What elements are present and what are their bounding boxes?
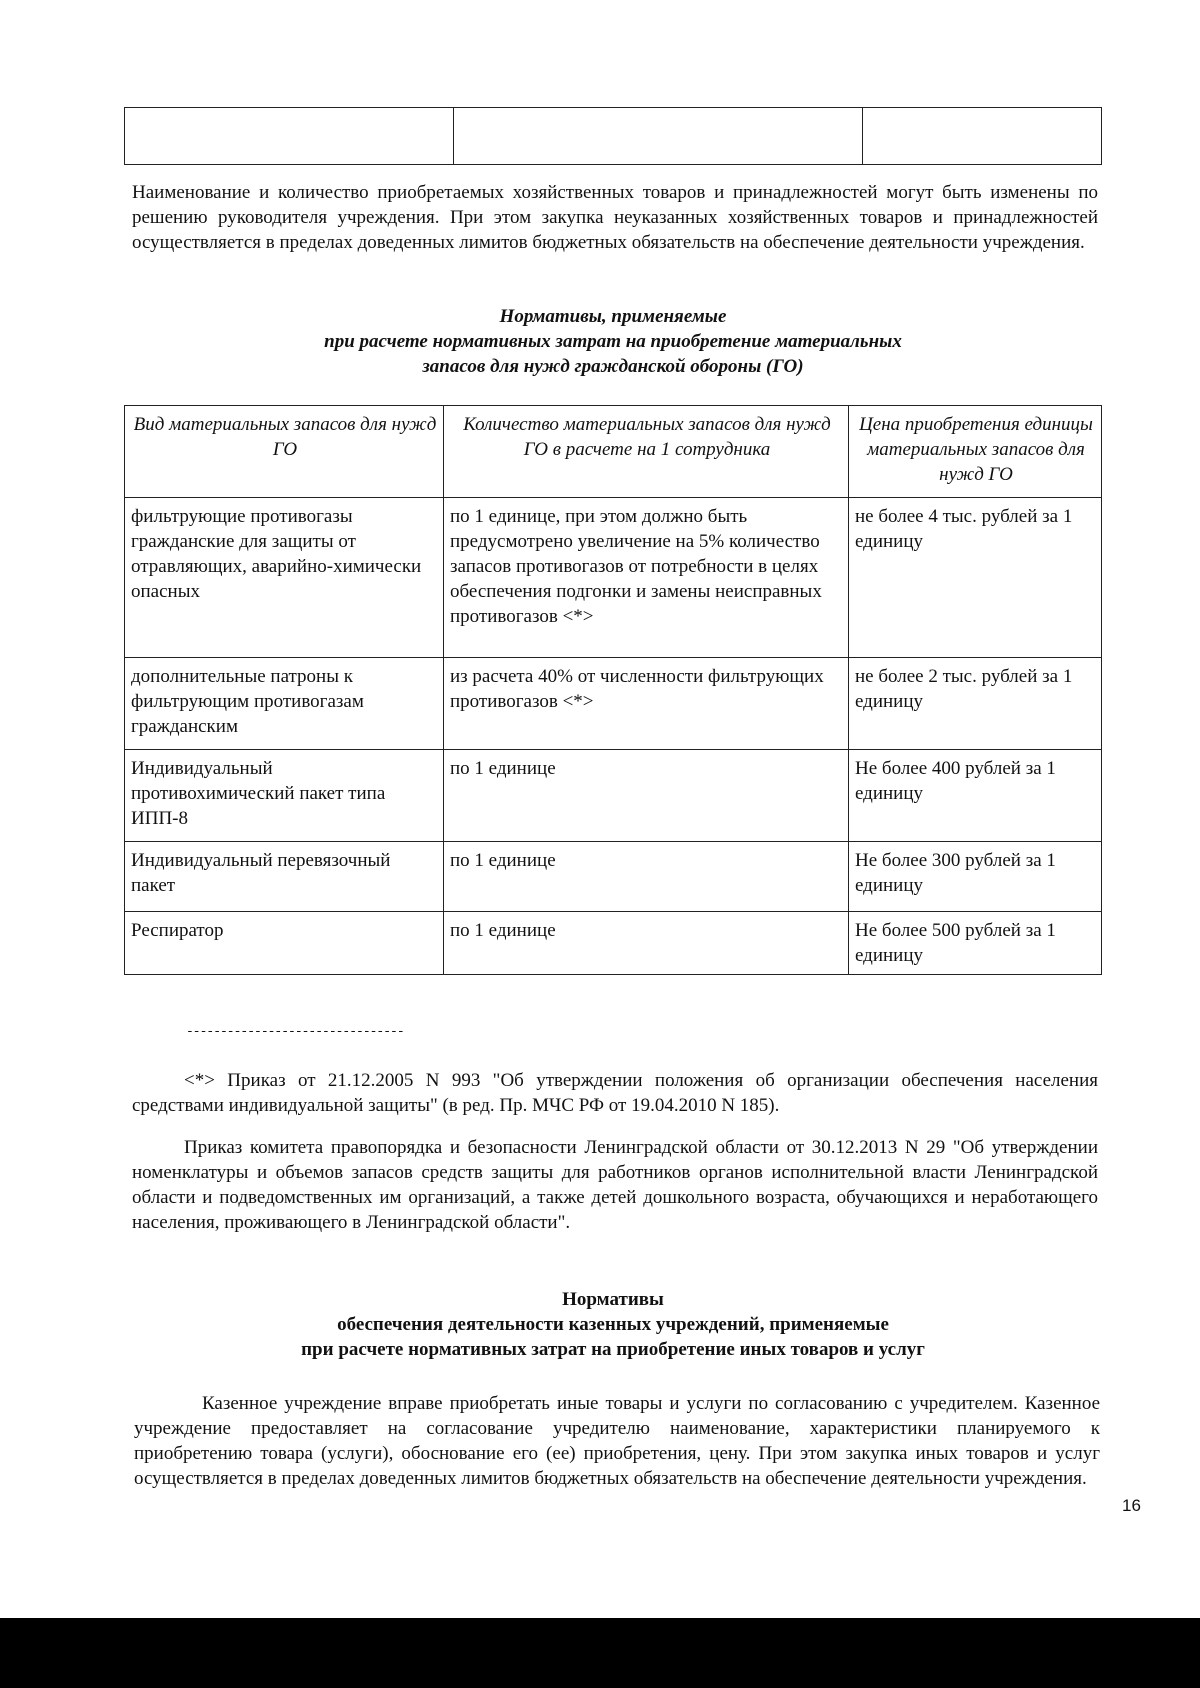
cell-type: Индивидуальный перевязочный пакет [125, 842, 444, 912]
cell-type: дополнительные патроны к фильтрующим противогазам гражданским [125, 658, 444, 750]
empty-cell [863, 108, 1102, 165]
cell-quantity: по 1 единице [444, 750, 849, 842]
cell-price: не более 4 тыс. рублей за 1 единицу [849, 498, 1102, 658]
order-paragraph: Приказ комитета правопорядка и безопасности Ленинградской области от 30.12.2013 N 29 "Об утверждении номенклатуры и объемов запасов средств защиты для работников органов исполнительной власти Ленинградской области и подведомственных им организаций, а также детей дошкольного возраста, обучающихся и неработающего населения, проживающего в Ленинградской области". [132, 1137, 1098, 1233]
cell-type: фильтрующие противогазы гражданские для защиты от отравляющих, аварийно-химически опасных [125, 498, 444, 658]
footnote: <*> Приказ от 21.12.2005 N 993 "Об утверждении положения об организации обеспечения населения средствами индивидуальной защиты" (в ред. Пр. МЧС РФ от 19.04.2010 N 185). [132, 1070, 1098, 1116]
cell-price: Не более 500 рублей за 1 единицу [849, 912, 1102, 975]
cell-price: Не более 400 рублей за 1 единицу [849, 750, 1102, 842]
other-title-line: обеспечения деятельности казенных учреждений, применяемые [337, 1314, 889, 1335]
previous-table-fragment [124, 107, 1102, 165]
intro-paragraph: Наименование и количество приобретаемых хозяйственных товаров и принадлежностей могут быть изменены по решению руководителя учреждения. При этом закупка неуказанных хозяйственных товаров и принадлежностей осуществляется в пределах доведенных лимитов бюджетных обязательств на обеспечение деятельности учреждения. [132, 182, 1098, 253]
scan-border [0, 1618, 1200, 1688]
cell-quantity: по 1 единице [444, 842, 849, 912]
table-row [125, 658, 1102, 750]
header-cell-type: Вид материальных запасов для нужд ГО [125, 406, 444, 498]
go-title-line: Нормативы, применяемые [499, 306, 727, 327]
page-number: 16 [1122, 1496, 1141, 1515]
go-section-title [124, 304, 1102, 379]
other-section-title [124, 1287, 1102, 1362]
header-cell-price: Цена приобретения единицы материальных запасов для нужд ГО [849, 406, 1102, 498]
empty-cell [454, 108, 863, 165]
header-cell-quantity: Количество материальных запасов для нужд ГО в расчете на 1 сотрудника [444, 406, 849, 498]
cell-quantity: по 1 единице, при этом должно быть предусмотрено увеличение на 5% количество запасов противогазов от потребности в целях обеспечения подгонки и замены неисправных противогазов <*> [444, 498, 849, 658]
cell-type: Респиратор [125, 912, 444, 975]
table-row [125, 498, 1102, 658]
empty-cell [125, 108, 454, 165]
go-title-line: запасов для нужд гражданской обороны (ГО) [422, 356, 804, 377]
cell-type: Индивидуальный противохимический пакет типа ИПП-8 [125, 750, 444, 842]
cell-quantity: по 1 единице [444, 912, 849, 975]
other-title-line: Нормативы [562, 1289, 664, 1310]
table-header-row [125, 406, 1102, 498]
table-row [125, 842, 1102, 912]
table-row [125, 750, 1102, 842]
table-row [125, 912, 1102, 975]
go-norms-table [124, 405, 1102, 975]
other-section-paragraph: Казенное учреждение вправе приобретать иные товары и услуги по согласованию с учредителем. Казенное учреждение предоставляет на согласование учредителю наименование, характеристики планируемого к приобретению товара (услуги), обоснование его (ее) приобретения, цену. При этом закупка иных товаров и услуг осуществляется в пределах доведенных лимитов бюджетных обязательств на обеспечение деятельности учреждения. [134, 1393, 1100, 1489]
cell-quantity: из расчета 40% от численности фильтрующих противогазов <*> [444, 658, 849, 750]
cell-price: Не более 300 рублей за 1 единицу [849, 842, 1102, 912]
cell-price: не более 2 тыс. рублей за 1 единицу [849, 658, 1102, 750]
go-title-line: при расчете нормативных затрат на приобретение материальных [324, 331, 902, 352]
other-title-line: при расчете нормативных затрат на приобретение иных товаров и услуг [301, 1339, 925, 1360]
footnote-separator: -------------------------------- [186, 1024, 404, 1039]
